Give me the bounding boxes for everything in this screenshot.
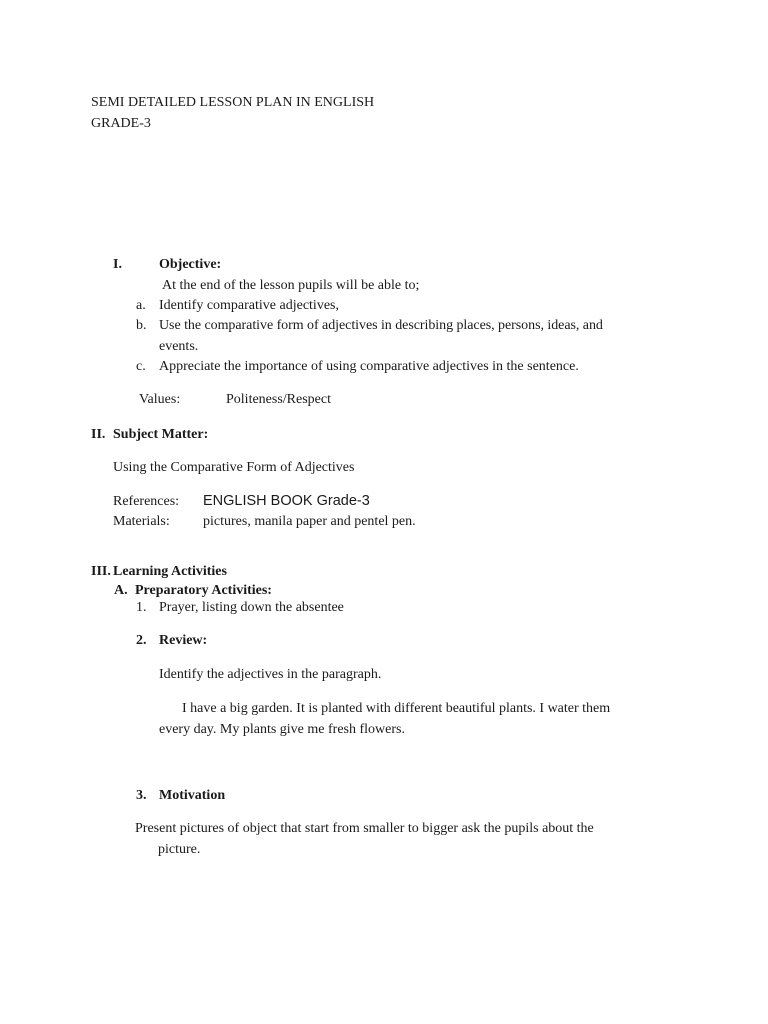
prayer-text: Prayer, listing down the absentee	[159, 600, 344, 615]
review-heading: Review:	[159, 633, 208, 648]
subject-topic: Using the Comparative Form of Adjectives	[113, 460, 355, 475]
learning-activities-heading: Learning Activities	[113, 564, 227, 579]
motivation-marker: 3.	[136, 788, 147, 803]
subject-matter-heading: Subject Matter:	[113, 427, 209, 442]
materials-label: Materials:	[113, 514, 170, 529]
objective-item-a-marker: a.	[136, 298, 146, 313]
objective-item-b-cont: events.	[159, 339, 199, 354]
motivation-line1: Present pictures of object that start from smaller to bigger ask the pupils about the	[135, 821, 594, 836]
objective-heading: Objective:	[159, 257, 222, 272]
review-instruction: Identify the adjectives in the paragraph.	[159, 667, 382, 682]
objective-item-a: Identify comparative adjectives,	[159, 298, 339, 313]
objective-numeral: I.	[113, 257, 122, 272]
learning-activities-numeral: III.	[91, 564, 111, 579]
objective-item-b-marker: b.	[136, 318, 147, 333]
references-value: ENGLISH BOOK Grade-3	[203, 493, 370, 509]
motivation-line2: picture.	[158, 842, 201, 857]
objective-item-c: Appreciate the importance of using comparative adjectives in the sentence.	[159, 359, 579, 374]
section-a-marker: A.	[114, 583, 128, 598]
grade-label: GRADE-3	[91, 116, 151, 131]
review-marker: 2.	[136, 633, 147, 648]
materials-value: pictures, manila paper and pentel pen.	[203, 514, 416, 529]
values-label: Values:	[139, 392, 181, 407]
objective-item-c-marker: c.	[136, 359, 146, 374]
review-paragraph-line2: every day. My plants give me fresh flowers.	[159, 722, 405, 737]
references-label: References:	[113, 494, 180, 509]
review-paragraph-line1: I have a big garden. It is planted with different beautiful plants. I water them	[182, 701, 611, 716]
document-title: SEMI DETAILED LESSON PLAN IN ENGLISH	[91, 95, 375, 110]
values-text: Politeness/Respect	[226, 392, 331, 407]
section-a-heading: Preparatory Activities:	[135, 583, 272, 598]
prayer-marker: 1.	[136, 600, 147, 615]
objective-intro: At the end of the lesson pupils will be able to;	[162, 278, 420, 293]
subject-matter-numeral: II.	[91, 427, 106, 442]
motivation-heading: Motivation	[159, 788, 226, 803]
objective-item-b: Use the comparative form of adjectives in describing places, persons, ideas, and	[159, 318, 603, 333]
